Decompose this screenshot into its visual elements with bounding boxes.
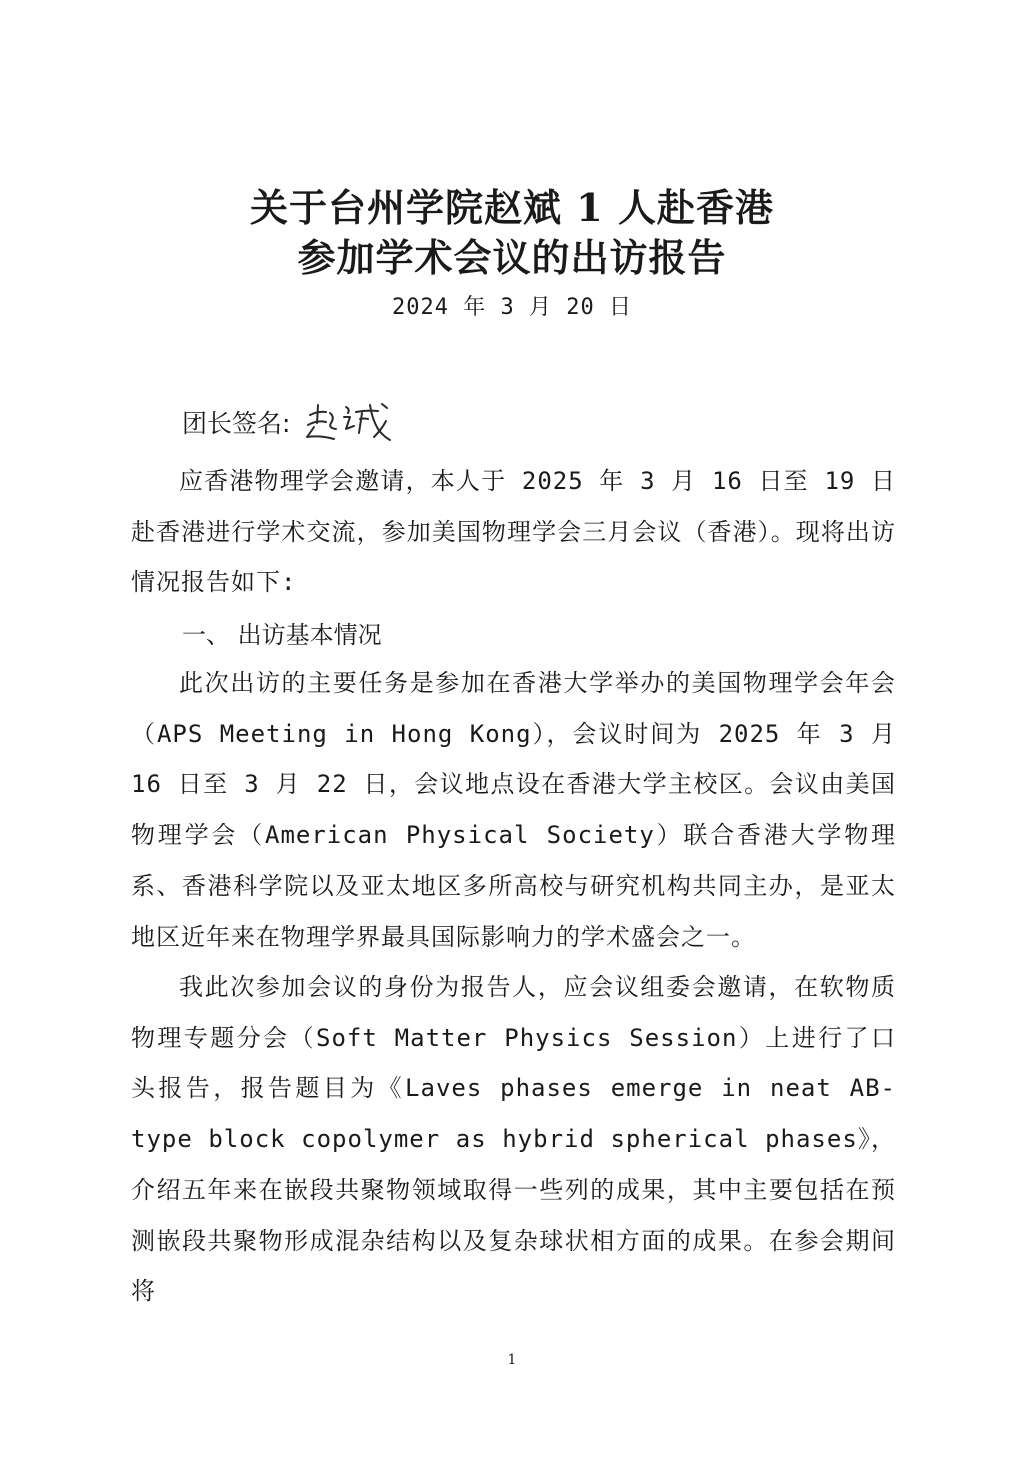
paragraph-visit-task: 此次出访的主要任务是参加在香港大学举办的美国物理学会年会（APS Meeting in Hong Kong），会议时间为 2025 年 3 月 16 日至 3 月 22 日，会议地点设在香港大学主校区。会议由美国物理学会（American Physical Society）联合香港大学物理系、香港科学院以及亚太地区多所高校与研究机构共同主办，是亚太地区近年来在物理学界最具国际影响力的学术盛会之一。 [131,669,896,951]
paragraph-report-role: 我此次参加会议的身份为报告人，应会议组委会邀请，在软物质物理专题分会（Soft Matter Physics Session）上进行了口头报告，报告题目为《Laves phases emerge in neat AB-type block copolymer as hybrid spherical phases》，介绍五年来在嵌段共聚物领域取得一些列的成果，其中主要包括在预测嵌段共聚物形成混杂结构以及复杂球状相方面的成果。在参会期间将 [131,973,896,1306]
document-title-line2: 参加学术会议的出访报告 [297,235,727,280]
paragraph-invitation: 应香港物理学会邀请，本人于 2025 年 3 月 16 日至 19 日赴香港进行学术交流，参加美国物理学会三月会议（香港）。现将出访情况报告如下: [131,467,896,597]
document-title-line1: 关于台州学院赵斌 1 人赴香港 [250,185,774,230]
section-heading-basic-info: 一、 出访基本情况 [182,621,382,649]
signature-label: 团长签名: [182,409,291,438]
document-date: 2024 年 3 月 20 日 [392,295,632,320]
page-number: 1 [507,1352,517,1368]
signature-row [182,398,400,446]
handwritten-signature [304,399,400,445]
